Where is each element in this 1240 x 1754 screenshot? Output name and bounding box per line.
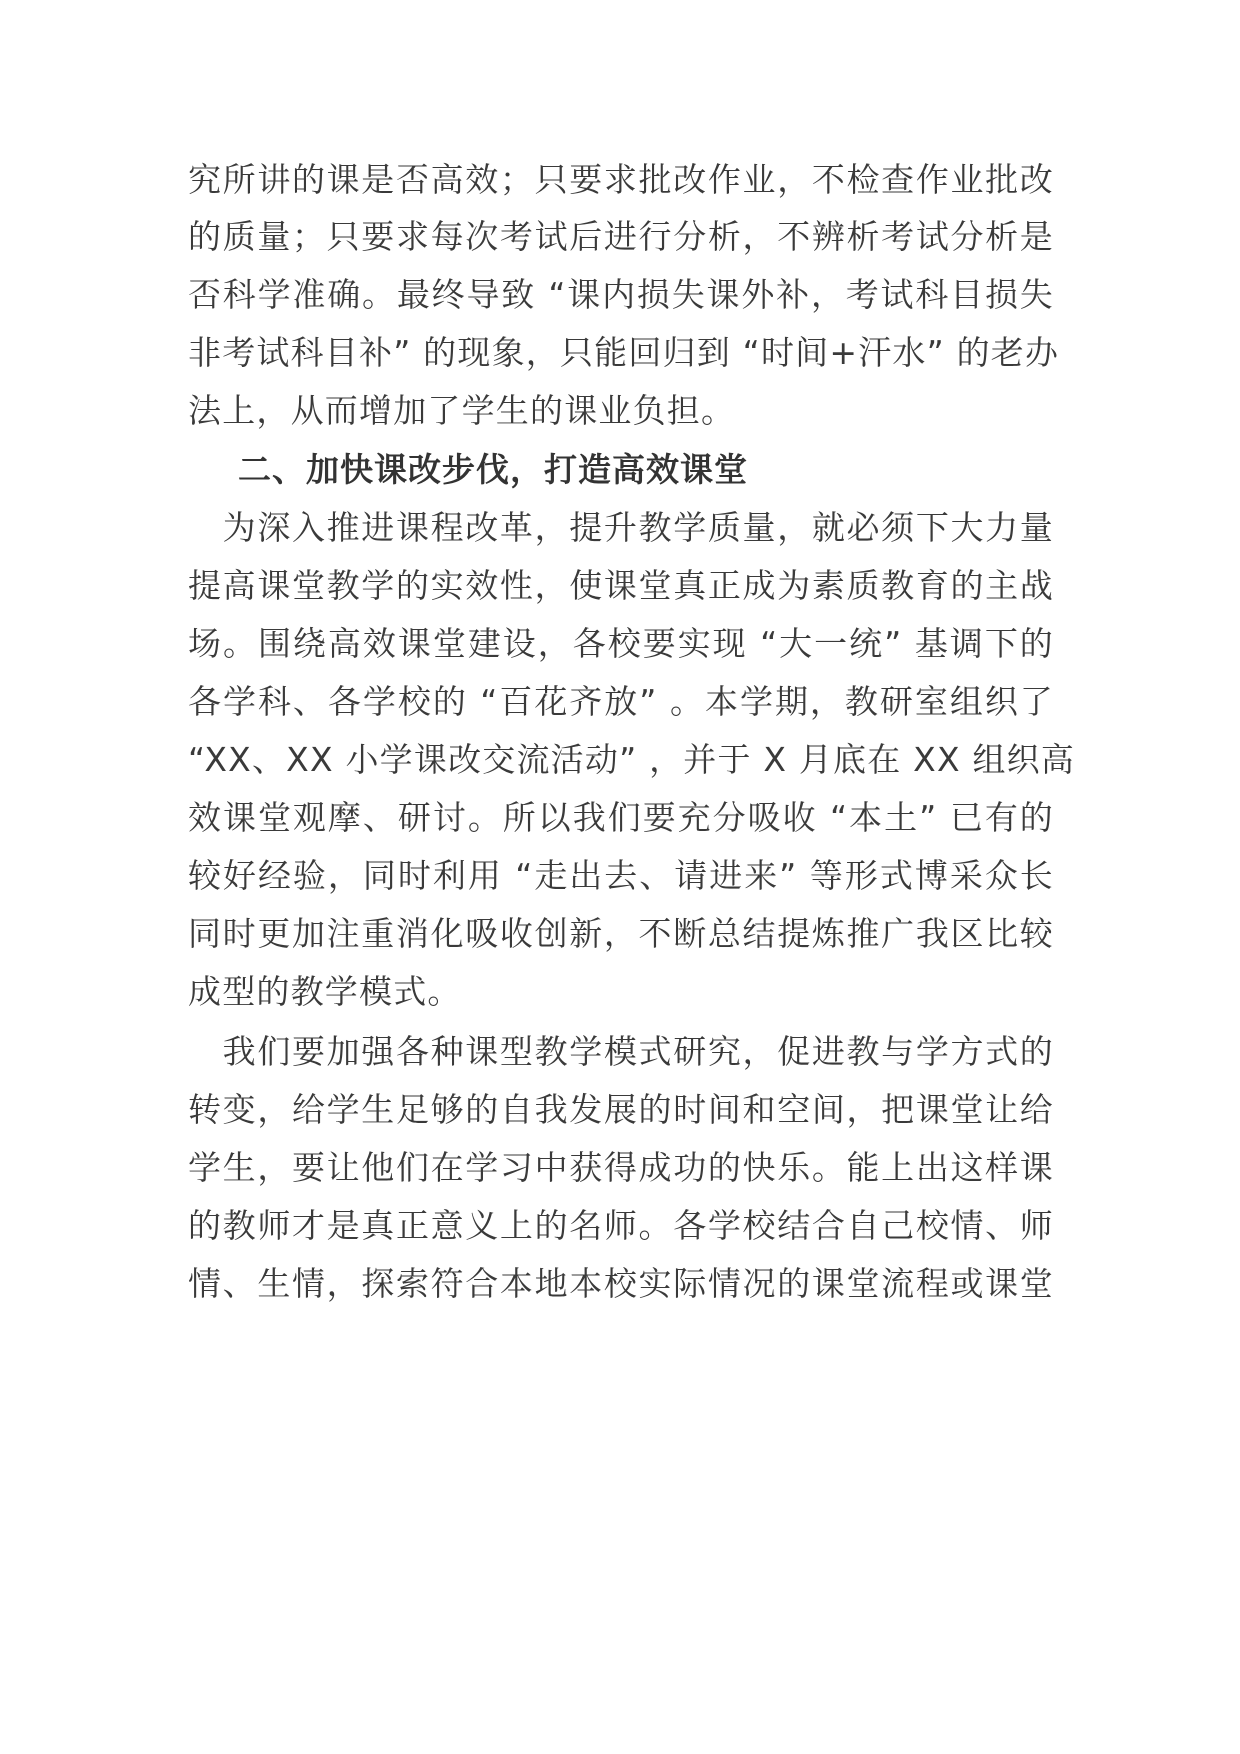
paragraph-2-line-8: 同时更加注重消化吸收创新，不断总结提炼推广我区比较	[188, 914, 1054, 953]
paragraph-2-line-7: 较好经验，同时利用 “走出去、请进来” 等形式博采众长	[188, 856, 1054, 895]
section-heading: 二、加快课改步伐，打造高效课堂	[238, 450, 748, 489]
paragraph-1-line-3: 否科学准确。最终导致 “课内损失课外补，考试科目损失	[188, 275, 1054, 314]
paragraph-2-line-9: 成型的教学模式。	[188, 972, 462, 1011]
paragraph-3-line-3: 学生，要让他们在学习中获得成功的快乐。能上出这样课	[188, 1148, 1054, 1187]
paragraph-2-line-2: 提高课堂教学的实效性，使课堂真正成为素质教育的主战	[188, 566, 1054, 605]
paragraph-3-line-2: 转变，给学生足够的自我发展的时间和空间，把课堂让给	[188, 1090, 1054, 1129]
paragraph-1-line-1: 究所讲的课是否高效；只要求批改作业，不检查作业批改	[188, 160, 1054, 199]
paragraph-2-line-5: “XX、XX 小学课改交流活动” ，并于 X 月底在 XX 组织高	[188, 740, 1076, 779]
paragraph-2-line-6: 效课堂观摩、研讨。所以我们要充分吸收 “本土” 已有的	[188, 798, 1054, 837]
paragraph-1-line-2: 的质量；只要求每次考试后进行分析，不辨析考试分析是	[188, 217, 1054, 256]
paragraph-3-line-5: 情、生情，探索符合本地本校实际情况的课堂流程或课堂	[188, 1264, 1054, 1303]
paragraph-2-line-1: 为深入推进课程改革，提升教学质量，就必须下大力量	[188, 508, 1054, 547]
paragraph-3-line-4: 的教师才是真正意义上的名师。各学校结合自己校情、师	[188, 1206, 1054, 1245]
paragraph-2-line-4: 各学科、各学校的 “百花齐放” 。本学期，教研室组织了	[188, 682, 1054, 721]
paragraph-2-line-3: 场。围绕高效课堂建设，各校要实现 “大一统” 基调下的	[188, 624, 1054, 663]
paragraph-1-line-4: 非考试科目补” 的现象，只能回归到 “时间+汗水” 的老办	[188, 333, 1060, 372]
paragraph-3-line-1: 我们要加强各种课型教学模式研究，促进教与学方式的	[188, 1032, 1054, 1071]
paragraph-1-line-5: 法上，从而增加了学生的课业负担。	[188, 391, 736, 430]
